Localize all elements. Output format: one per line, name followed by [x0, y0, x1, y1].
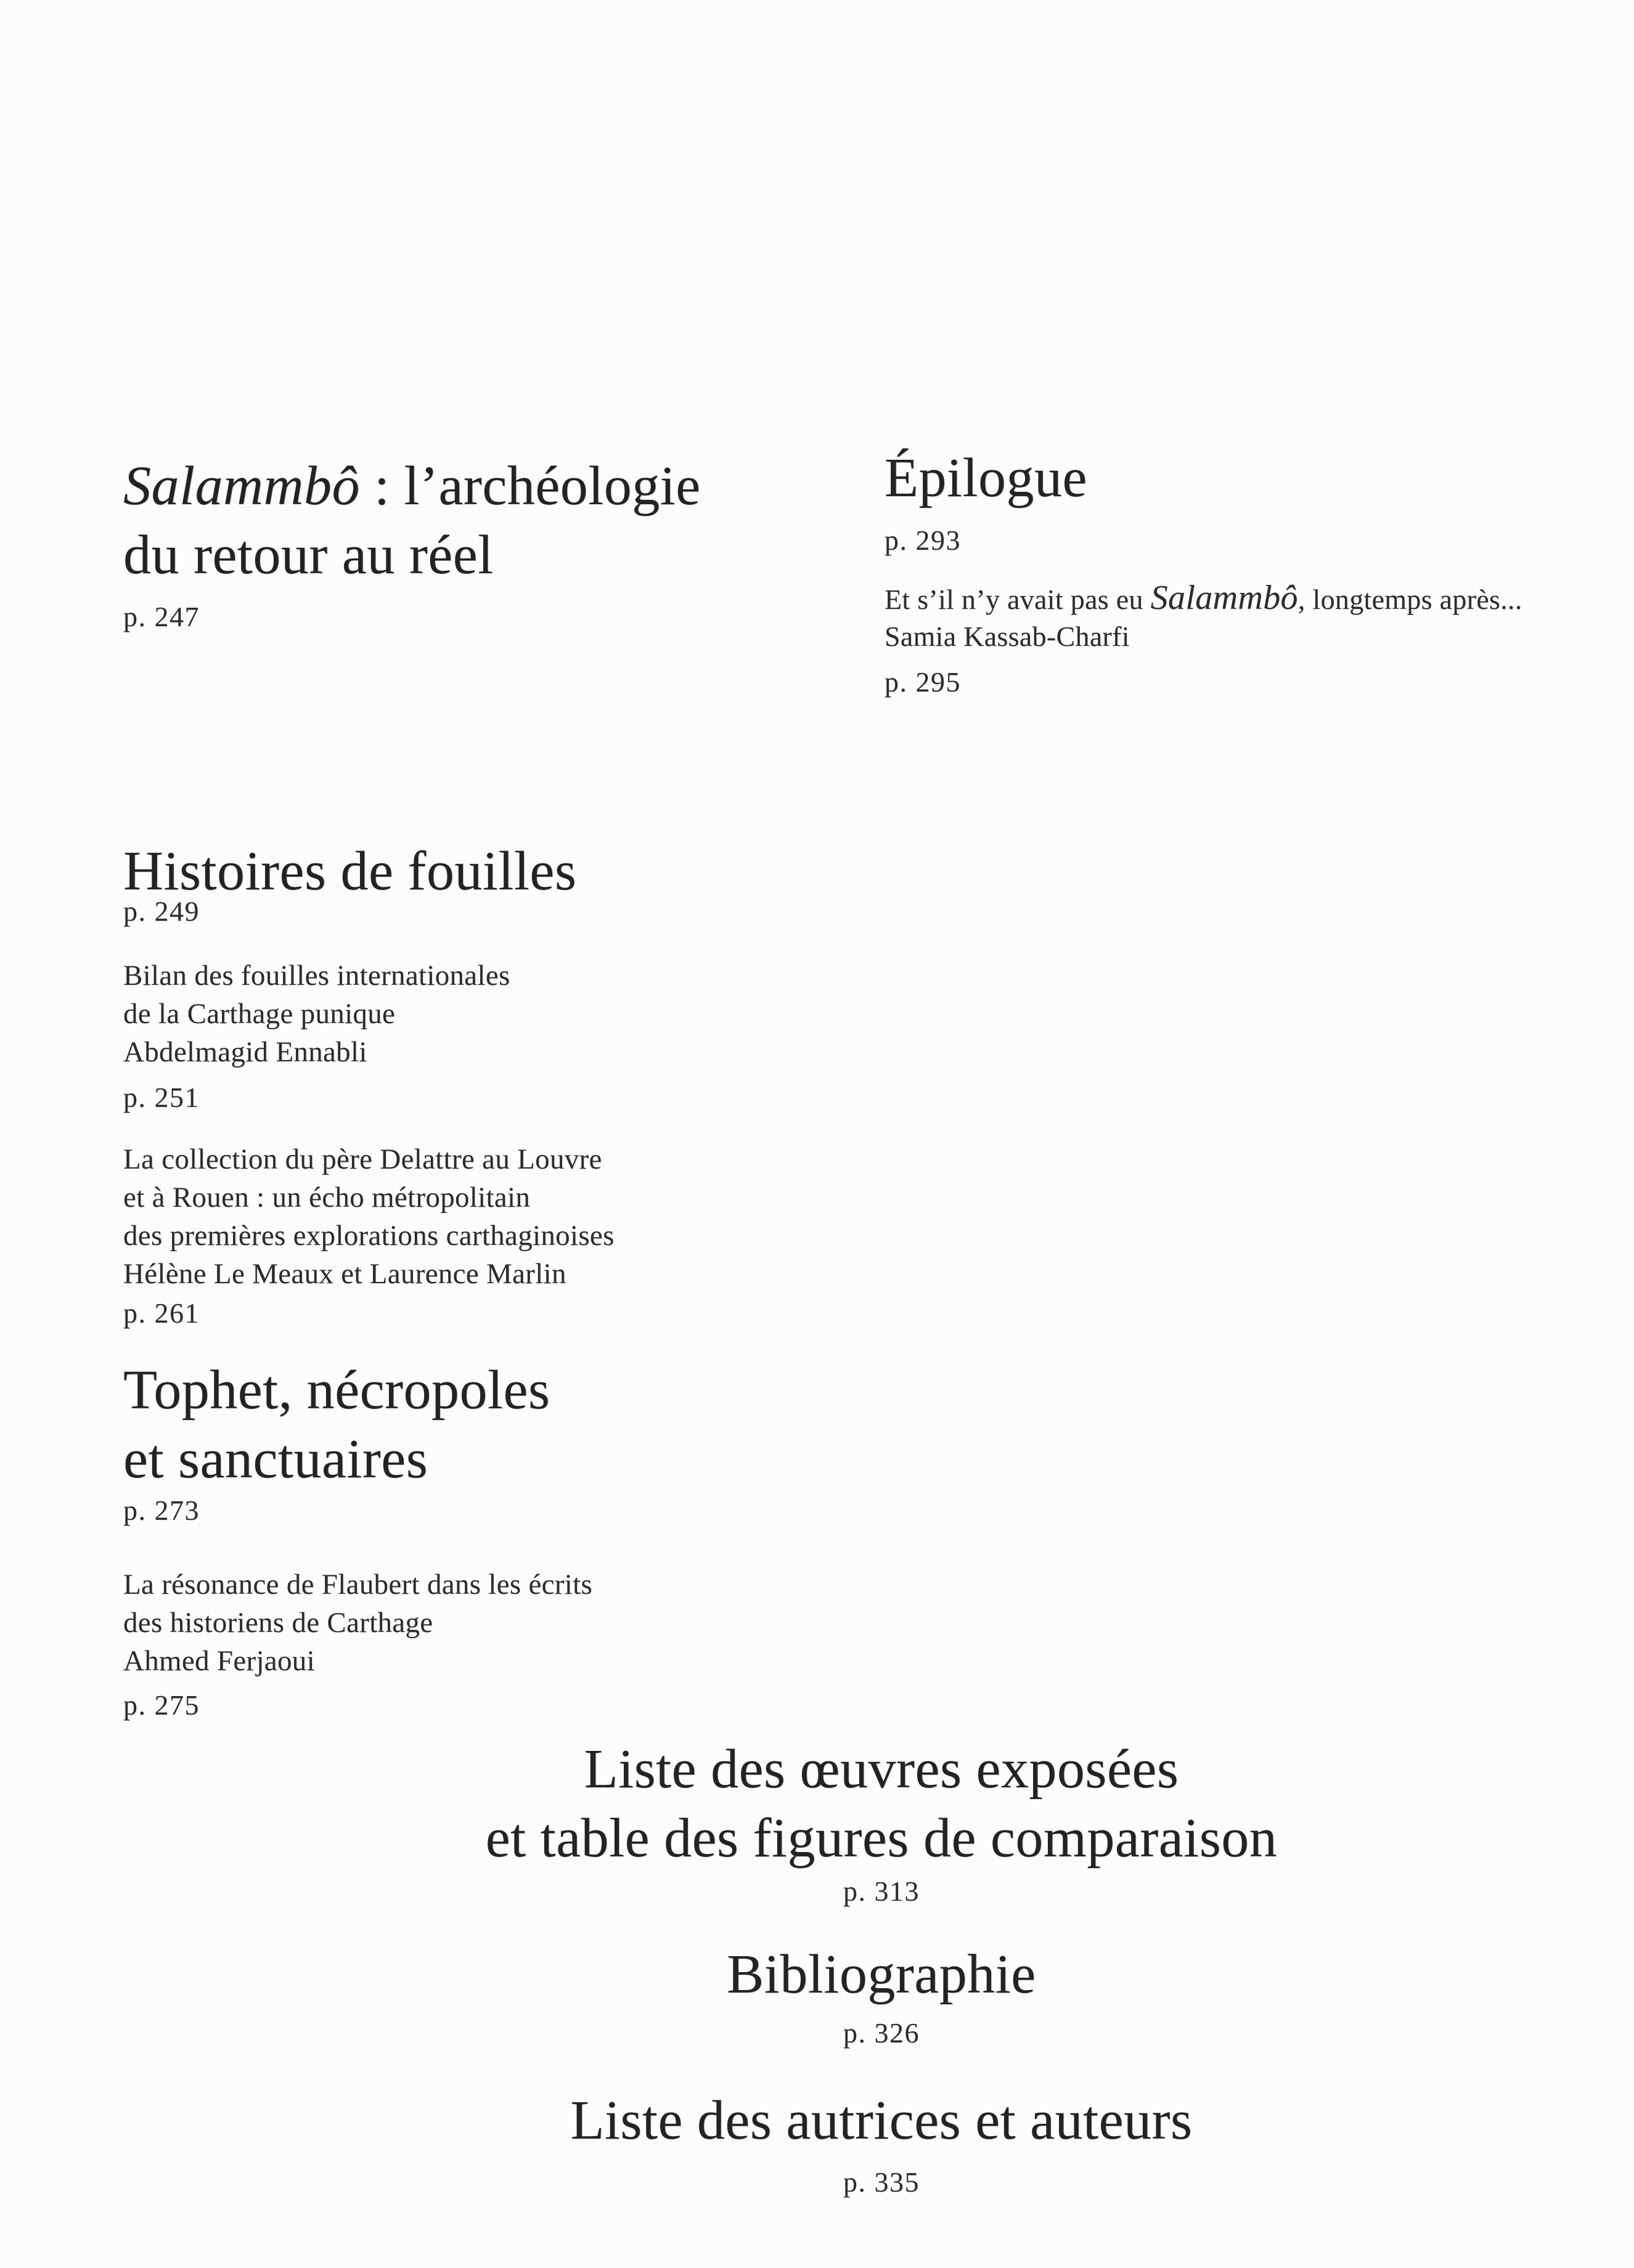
- entry-line: Bilan des fouilles internationales: [123, 960, 510, 992]
- liste-oeuvres-line2: et table des figures de comparaison: [485, 1808, 1278, 1869]
- section-title-tophet-line2: et sanctuaires: [123, 1429, 428, 1490]
- section-title-salammbo-line1: [123, 452, 701, 521]
- section-title-tophet: [123, 1356, 550, 1494]
- toc-entry-delattre: [123, 1140, 615, 1293]
- page-ref-335: p. 335: [843, 2166, 920, 2198]
- liste-oeuvres-line1: Liste des œuvres exposées: [584, 1739, 1179, 1800]
- page-ref-275: p. 275: [123, 1689, 200, 1721]
- entry-line: La collection du père Delattre au Louvre: [123, 1143, 602, 1175]
- section-title-salammbo: [123, 452, 701, 590]
- page-ref-313: p. 313: [843, 1875, 920, 1907]
- section-title-salammbo-line2: du retour au réel: [123, 524, 494, 585]
- page-ref-273: p. 273: [123, 1495, 200, 1526]
- page-ref-247: p. 247: [123, 601, 200, 632]
- epilogue-essay-suffix: , longtemps après...: [1297, 584, 1522, 615]
- section-title-liste-oeuvres: [123, 1735, 1634, 1873]
- entry-author: Hélène Le Meaux et Laurence Marlin: [123, 1258, 566, 1290]
- salammbo-italic-word: Salammbô: [1150, 579, 1298, 617]
- page-ref-249: p. 249: [123, 895, 200, 927]
- entry-line: des premières explorations carthaginoises: [123, 1220, 615, 1252]
- entry-author: Ahmed Ferjaoui: [123, 1645, 315, 1677]
- entry-line: La résonance de Flaubert dans les écrits: [123, 1568, 593, 1601]
- entry-line: [884, 579, 1522, 618]
- page-ref-251: p. 251: [123, 1082, 200, 1113]
- section-title-tophet-line1: Tophet, nécropoles: [123, 1360, 550, 1421]
- toc-entry-bilan: [123, 957, 510, 1071]
- page-ref-326: p. 326: [843, 2017, 920, 2049]
- entry-line: des historiens de Carthage: [123, 1607, 433, 1639]
- salammbo-italic-word: Salammbô: [123, 455, 360, 516]
- page-ref-293: p. 293: [884, 524, 961, 556]
- entry-author: Samia Kassab-Charfi: [884, 621, 1130, 652]
- entry-line: et à Rouen : un écho métropolitain: [123, 1181, 531, 1214]
- page-ref-295: p. 295: [884, 666, 961, 698]
- section-title-bibliographie: Bibliographie: [727, 1944, 1036, 2005]
- section-title-histoires: Histoires de fouilles: [123, 841, 577, 902]
- section-title-liste-autrices: Liste des autrices et auteurs: [570, 2090, 1193, 2151]
- entry-line: de la Carthage punique: [123, 998, 396, 1030]
- epilogue-essay-prefix: Et s’il n’y avait pas eu: [884, 584, 1151, 615]
- salammbo-title-rest: : l’archéologie: [360, 455, 701, 516]
- page-ref-261: p. 261: [123, 1297, 200, 1329]
- toc-entry-epilogue-essay: [884, 579, 1522, 655]
- section-title-epilogue: Épilogue: [884, 447, 1087, 508]
- toc-entry-resonance: [123, 1565, 592, 1680]
- entry-author: Abdelmagid Ennabli: [123, 1036, 367, 1068]
